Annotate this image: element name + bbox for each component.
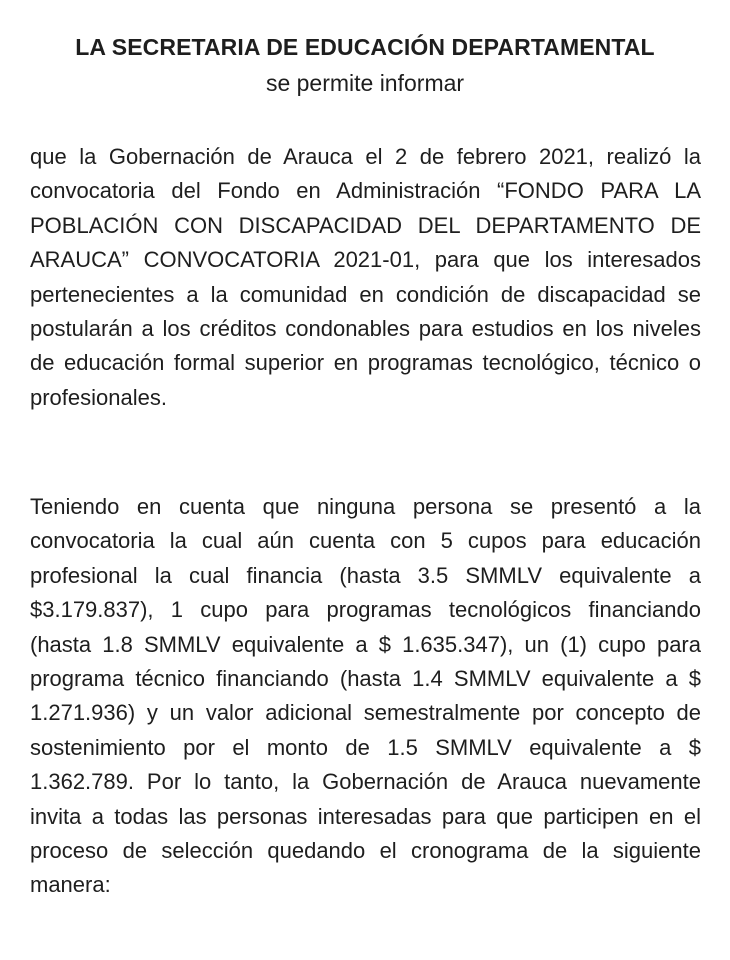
page-title: LA SECRETARIA DE EDUCACIÓN DEPARTAMENTAL <box>75 34 655 60</box>
body-paragraph-2: Teniendo en cuenta que ninguna persona se presentó a la convocatoria la cual aún cuenta con 5 cupos para educación profesional la cual financia (hasta 3.5 SMMLV equivalente a $3.179.837), 1 cupo para programas tecnológicos financiando (hasta 1.8 SMMLV equivalente a $ 1.635.347), un (1) cupo para programa técnico financiando (hasta 1.4 SMMLV equivalente a $ 1.271.936) y un valor adicional semestralmente por concepto de sostenimiento por el monto de 1.5 SMMLV equivalente a $ 1.362.789. Por lo tanto, la Gobernación de Arauca nuevamente invita a todas las personas interesadas para que participen en el proceso de selección quedando el cronograma de la siguiente manera: <box>30 494 701 898</box>
page-subtitle: se permite informar <box>265 70 465 96</box>
body-paragraph-1: que la Gobernación de Arauca el 2 de febrero 2021, realizó la convocatoria del Fondo en Administración “FONDO PARA LA POBLACIÓN CON DISCAPACIDAD DEL DEPARTAMENTO DE ARAUCA” CONVOCATORIA 2021-01, para que los interesados pertenecientes a la comunidad en condición de discapacidad se postularán a los créditos condonables para estudios en los niveles de educación formal superior en programas tecnológico, técnico o profesionales. <box>30 144 701 410</box>
